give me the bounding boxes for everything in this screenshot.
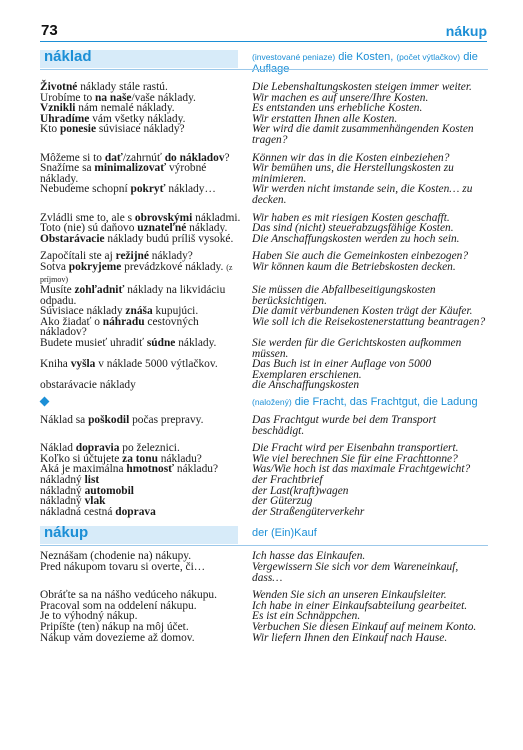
phrase-text: nákladný [40, 474, 85, 486]
german-translation: Wir liefern Ihnen den Einkauf nach Hause. [252, 631, 448, 644]
translation-note: (investované peniaze) [252, 52, 336, 62]
keyword: na naše [95, 91, 132, 104]
keyword: minimalizovať [94, 162, 167, 175]
keyword: Uhradíme [40, 112, 90, 125]
german-translation: Wir bemühen uns, die Herstellungskosten zu minimieren. [252, 162, 454, 185]
phrase-text: Započítali ste aj [40, 250, 116, 263]
phrase-text: nákladný [40, 495, 85, 508]
german-translation: Wir können kaum die Betriebskosten decken. [252, 260, 456, 273]
phrase-text: Nebudeme schopní [40, 183, 131, 196]
example-row [40, 124, 488, 145]
phrase-text: Kniha [40, 358, 71, 371]
phrase-text: Budete musieť uhradiť [40, 337, 147, 350]
usage-note: (z príjmov) [40, 262, 233, 284]
german-translation: Die Fracht wird per Eisenbahn transportiert. [252, 442, 459, 455]
example-row [40, 359, 488, 380]
keyword: do nákladov [164, 151, 225, 164]
phrase-text: Neznášam (chodenie na) nákupy. [40, 550, 192, 563]
phrase-text: obstarávacie náklady [40, 379, 136, 392]
german-translation: der Güterzug [252, 495, 313, 508]
phrase-text: Snažíme sa [40, 162, 95, 175]
german-translation: Was/Wie hoch ist das maximale Frachtgewicht? [252, 463, 471, 476]
phrase-text: náklady na likvidáciu odpadu. [40, 284, 226, 307]
phrase-text: Ako žiadať o [40, 315, 103, 328]
phrase-text: Pred nákupom tovaru si overte, či… [40, 560, 206, 573]
phrase-text: Môžeme si to [40, 151, 105, 164]
phrase-text: výrobné náklady. [40, 162, 207, 185]
translation-text: der (Ein)Kauf [252, 527, 317, 540]
phrase-text: Náklad [40, 442, 76, 455]
phrase-text: Nákup vám dovezieme až domov. [40, 631, 195, 644]
german-translation: der Last(kraft)wagen [252, 484, 349, 497]
keyword: ponesie [59, 123, 97, 136]
phrase-text: počas prepravy. [129, 414, 204, 427]
keyword: za tonu [122, 452, 158, 465]
phrase-text: po železnici. [119, 442, 180, 455]
example-row [40, 338, 488, 359]
example-row [40, 262, 488, 285]
translation-text: die Kosten, [338, 51, 394, 63]
entry-header-naklad [40, 49, 488, 77]
keyword: náhradu [102, 315, 145, 328]
phrase-text: nákladmi. [192, 211, 241, 224]
phrase-text: Musíte [40, 284, 75, 297]
phrase-text: nákladný [40, 484, 85, 497]
phrase-text: Pripíšte (ten) nákup na môj účet. [40, 620, 189, 633]
phrase-text: Koľko si účtujete [40, 452, 123, 465]
translation-text: die Fracht, das Frachtgut, die Ladung [294, 396, 478, 409]
phrase-text: /vaše náklady. [131, 91, 196, 104]
german-translation: Wir haben es mit riesigen Kosten geschafft. [252, 211, 450, 224]
keyword: pokryjeme [68, 260, 122, 273]
example-row [40, 285, 488, 306]
slovak-phrase [40, 285, 252, 306]
german-translation: Ich hasse das Einkaufen. [252, 550, 366, 563]
keyword: doprava [115, 505, 156, 518]
keyword: automobil [84, 484, 134, 497]
example-row [40, 234, 488, 245]
german-translation: Ich habe in einer Einkaufsabteilung gearbeitet. [252, 599, 468, 612]
phrase-text: Urobíme to [40, 91, 96, 104]
phrase-text: Zvládli sme to, ale s [40, 211, 135, 224]
slovak-phrase [40, 338, 252, 359]
headword-translation [252, 51, 488, 75]
phrase-text: /zahrnúť [122, 151, 165, 164]
german-translation: Können wir das in die Kosten einbeziehen? [252, 151, 450, 164]
page-number: 73 [41, 22, 58, 39]
german-translation: Verbuchen Sie diesen Einkauf auf meinem Konto. [252, 620, 477, 633]
german-translation: Das Frachtgut wurde bei dem Transport beschädigt. [252, 414, 437, 437]
slovak-phrase [40, 262, 252, 285]
german-translation: Vergewissern Sie sich vor dem Wareneinkauf, dass… [252, 560, 459, 584]
diamond-bullet-icon [40, 397, 50, 407]
phrase-text: Súvisiace náklady [40, 305, 126, 318]
phrase-text: Kto [40, 123, 60, 136]
phrase-text: náklady stále rastú. [77, 81, 168, 93]
keyword: vyšla [70, 358, 96, 371]
phrase-text: nákladná cestná [40, 505, 116, 518]
example-row [40, 380, 488, 391]
example-row [40, 415, 488, 436]
example-list [40, 82, 488, 391]
slovak-phrase [40, 507, 252, 518]
phrase-text: Sotva [40, 260, 69, 273]
phrase-text: v náklade 5000 výtlačkov. [95, 358, 218, 371]
translation-note: (naložený) [252, 397, 292, 408]
german-translation: Wer wird die damit zusammenhängenden Kosten tragen? [252, 123, 474, 146]
page-header [40, 21, 487, 43]
german-translation: Das sind (nicht) steuerabzugsfähige Kosten. [252, 222, 454, 235]
keyword: hmotnosť [126, 463, 175, 476]
keyword: obrovskými [134, 211, 193, 224]
example-row [40, 562, 488, 583]
phrase-text: prevádzkové náklady. [121, 260, 227, 273]
keyword: súdne [146, 337, 176, 350]
slovak-phrase [40, 415, 252, 436]
german-translation: Das Buch ist in einer Auflage von 5000 Exemplaren erschienen. [252, 358, 432, 381]
example-list [40, 415, 488, 517]
german-translation: Wir machen es auf unsere/Ihre Kosten. [252, 91, 429, 104]
german-translation: Wir erstatten Ihnen alle Kosten. [252, 112, 398, 125]
slovak-phrase [40, 124, 252, 145]
slovak-phrase [40, 633, 252, 644]
sub-sense-header [40, 396, 488, 410]
german-translation: Wie viel berechnen Sie für eine Frachttonne? [252, 452, 458, 465]
phrase-text: náklady… [165, 183, 216, 196]
translation-note: (počet výtlačkov) [396, 52, 461, 62]
phrase-text: náklady. [175, 337, 217, 350]
header-rule [40, 41, 487, 42]
phrase-text: náklady? [148, 250, 193, 263]
sub-sense-translation [252, 396, 478, 408]
german-translation: die Anschaffungskosten [252, 379, 360, 392]
phrase-text: Pracoval som na oddelení nákupu. [40, 599, 197, 612]
german-translation: der Straßengüterverkehr [252, 505, 365, 518]
keyword: Obstarávacie [40, 232, 105, 245]
phrase-text: Aká je maximálna [40, 463, 127, 476]
keyword: uznateľné [137, 222, 187, 235]
translation-text: die Auflage [252, 51, 478, 75]
dictionary-content [40, 49, 488, 643]
example-row [40, 633, 488, 644]
phrase-text: Obráťte sa na nášho vedúceho nákupu. [40, 589, 217, 602]
phrase-text: súvisiace náklady? [96, 123, 185, 136]
phrase-text: Toto (nie) sú daňovo [40, 222, 138, 235]
example-row [40, 507, 488, 518]
example-row [40, 184, 488, 205]
phrase-text: ? [224, 151, 230, 164]
keyword: list [84, 474, 100, 486]
slovak-phrase [40, 562, 252, 583]
phrase-text: Náklad sa [40, 414, 89, 427]
keyword: dopravia [75, 442, 120, 455]
german-translation: Wenden Sie sich an unseren Einkaufsleiter. [252, 589, 447, 602]
german-translation: Sie müssen die Abfallbeseitigungskosten berücksichtigen. [252, 284, 436, 307]
phrase-text: kupujúci. [152, 305, 199, 318]
example-list [40, 551, 488, 643]
slovak-phrase [40, 234, 252, 245]
phrase-text: cestovných nákladov? [40, 315, 199, 339]
keyword: znáša [125, 305, 153, 318]
german-translation: Wir werden nicht imstande sein, die Kosten… zu decken. [252, 183, 473, 206]
keyword: Životné [40, 81, 78, 93]
phrase-text: nákladu? [157, 452, 202, 465]
example-row [40, 163, 488, 184]
slovak-phrase [40, 184, 252, 205]
slovak-phrase [40, 163, 252, 184]
german-translation: Es ist ein Schnäppchen. [252, 610, 361, 623]
headword-translation [252, 527, 488, 539]
example-row [40, 317, 488, 338]
keyword: poškodil [88, 414, 130, 427]
keyword: režijné [115, 250, 149, 263]
keyword: zohľadniť [74, 284, 125, 297]
slovak-phrase [40, 380, 252, 391]
phrase-text: Je to výhodný nákup. [40, 610, 138, 623]
german-translation: Es entstanden uns erhebliche Kosten. [252, 102, 423, 115]
german-translation: Die damit verbundenen Kosten trägt der Käufer. [252, 305, 473, 318]
slovak-phrase [40, 317, 252, 338]
phrase-text: nákladu? [174, 463, 219, 476]
entry-rule [40, 545, 488, 546]
german-translation: Haben Sie auch die Gemeinkosten einbezogen? [252, 250, 469, 263]
keyword: pokryť [130, 183, 166, 196]
phrase-text: vám všetky náklady. [89, 112, 186, 125]
keyword: dať [104, 151, 123, 164]
entry-header-nakup [40, 522, 488, 550]
german-translation: Die Anschaffungskosten werden zu hoch sein. [252, 232, 460, 245]
slovak-phrase [40, 359, 252, 380]
headword: náklad [44, 48, 92, 65]
german-translation: Die Lebenshaltungskosten steigen immer weiter. [252, 81, 472, 93]
german-translation: Wie soll ich die Reisekostenerstattung beantragen? [252, 315, 486, 328]
keyword: Vznikli [40, 102, 76, 115]
german-translation: Sie werden für die Gerichtskosten aufkommen müssen. [252, 337, 462, 360]
keyword: vlak [84, 495, 106, 508]
phrase-text: nám nemalé náklady. [75, 102, 175, 115]
running-head: nákup [445, 23, 487, 39]
phrase-text: náklady budú príliš vysoké. [104, 232, 234, 245]
entry-rule [40, 69, 488, 70]
phrase-text: náklady. [186, 222, 228, 235]
german-translation: der Frachtbrief [252, 474, 323, 486]
headword: nákup [44, 524, 89, 542]
